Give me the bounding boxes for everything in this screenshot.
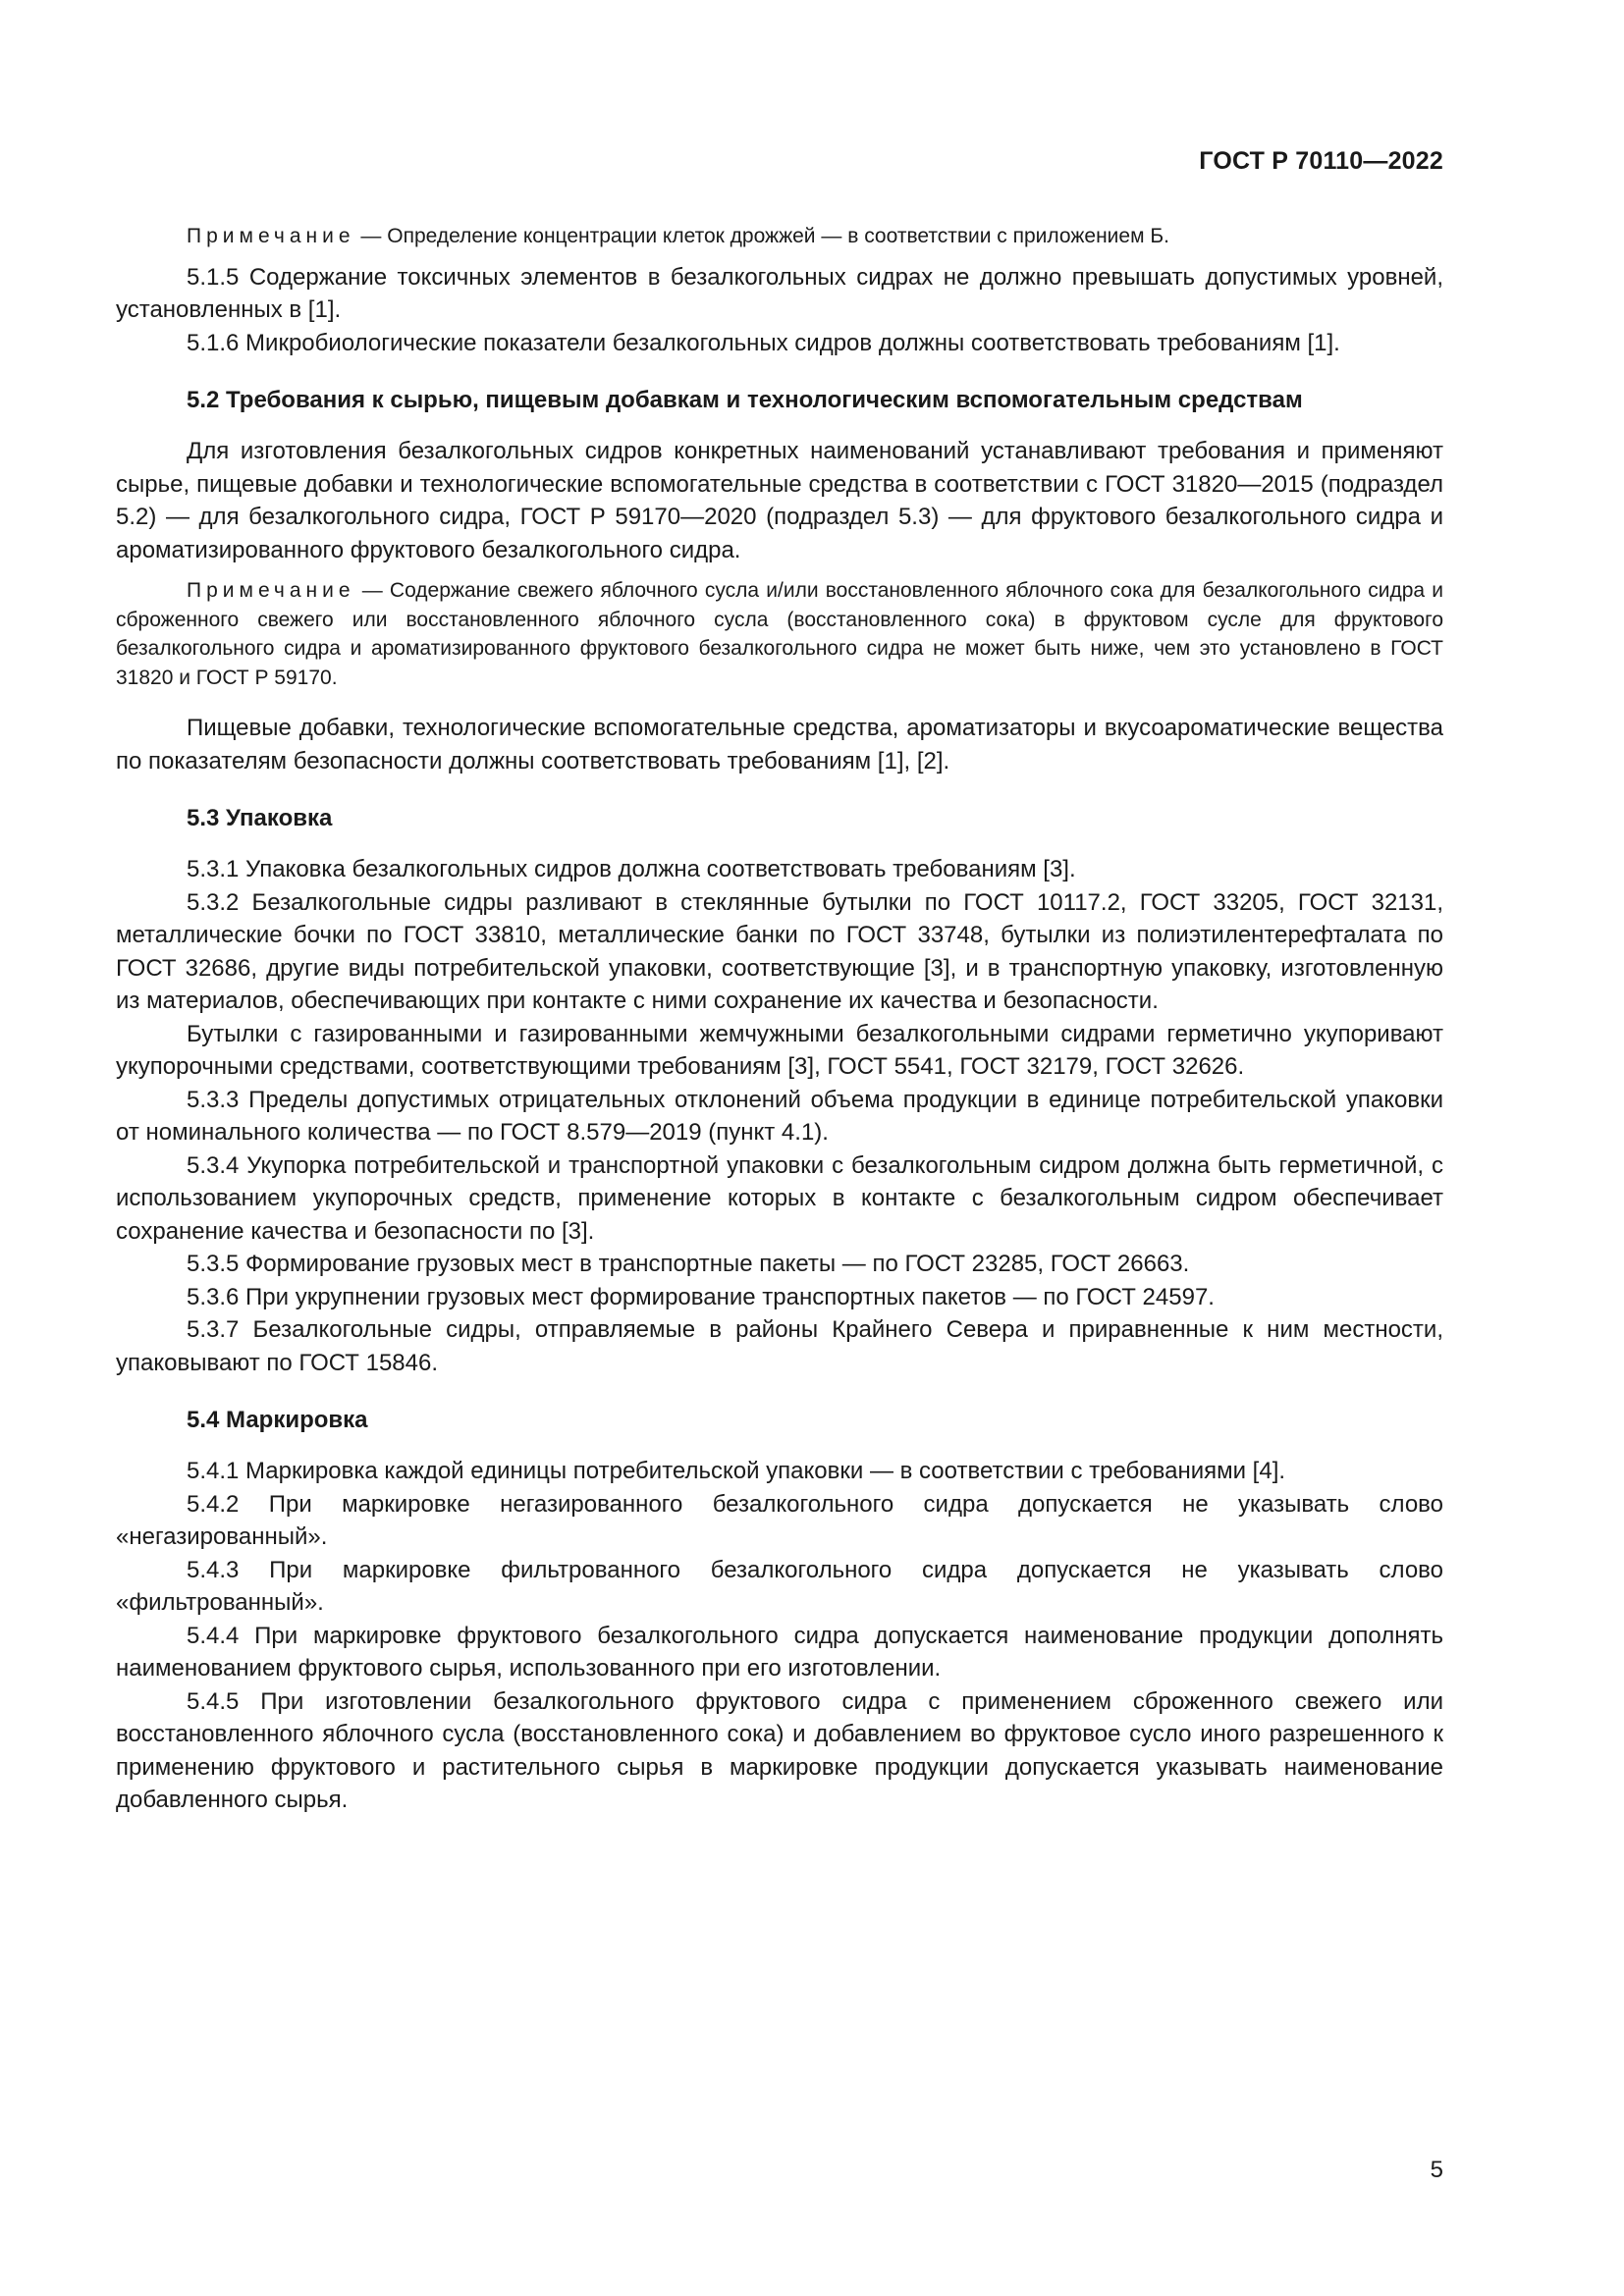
document-id-header: ГОСТ Р 70110—2022 (1199, 147, 1443, 175)
paragraph-5-2-requirements: Для изготовления безалкогольных сидров конкретных наименований устанавливают требования и применяют сырье, пищевые добавки и технологические вспомогательные средства в соответствии с ГОСТ 31820—2015 (подраздел 5.2) — для безалкогольного сидра, ГОСТ Р 59170—2020 (подраздел 5.3) — для фруктового безалкогольного сидра и ароматизированного фруктового безалкогольного сидра. (116, 438, 1443, 563)
note-juice-content (116, 576, 1443, 692)
note-text: — Определение концентрации клеток дрожжей — в соответствии с приложением Б. (354, 225, 1169, 247)
paragraph-5-1-6: 5.1.6 Микробиологические показатели безалкогольных сидров должны соответствовать требованиям [1]. (187, 329, 1340, 356)
paragraph-5-3-7: 5.3.7 Безалкогольные сидры, отправляемые в районы Крайнего Севера и приравненные к ним местности, упаковывают по ГОСТ 15846. (116, 1316, 1443, 1376)
paragraph-5-3-2: 5.3.2 Безалкогольные сидры разливают в стеклянные бутылки по ГОСТ 10117.2, ГОСТ 33205, ГОСТ 32131, металлические бочки по ГОСТ 33810, металлические банки по ГОСТ 33748, бутылки из полиэтилентерефталата по ГОСТ 32686, другие виды потребительской упаковки, соответствующие [3], и в транспортную упаковку, изготовленную из материалов, обеспечивающих при контакте с ними сохранение их качества и безопасности. (116, 888, 1443, 1014)
note-text: — Содержание свежего яблочного сусла и/или восстановленного яблочного сока для безалкогольного сидра и сброженного свежего или восстановленного яблочного сусла (восстановленного сока) в фруктовом сусле для фруктового безалкогольного сидра и ароматизированного фруктового безалкогольного сидра не может быть ниже, чем это установлено в ГОСТ 31820 и ГОСТ Р 59170. (116, 579, 1443, 689)
paragraph-5-1-5: 5.1.5 Содержание токсичных элементов в безалкогольных сидрах не должно превышать допустимых уровней, установленных в [1]. (116, 263, 1443, 323)
paragraph-5-3-4: 5.3.4 Укупорка потребительской и транспортной упаковки с безалкогольным сидром должна быть герметичной, с использованием укупорочных средств, применение которых в контакте с безалкогольным сидром обеспечивает сохранение качества и безопасности по [3]. (116, 1151, 1443, 1245)
section-heading-5-2: 5.2 Требования к сырью, пищевым добавкам и технологическим вспомогательным средствам (187, 387, 1303, 413)
note-label: Примечание (187, 225, 355, 247)
note-label: Примечание (187, 579, 355, 602)
paragraph-5-4-4: 5.4.4 При маркировке фруктового безалкогольного сидра допускается наименование продукции дополнять наименованием фруктового сырья, использованного при его изготовлении. (116, 1622, 1443, 1682)
paragraph-5-4-3: 5.4.3 При маркировке фильтрованного безалкогольного сидра допускается не указывать слово «фильтрованный». (116, 1556, 1443, 1616)
paragraph-5-4-2: 5.4.2 При маркировке негазированного безалкогольного сидра допускается не указывать слово «негазированный». (116, 1490, 1443, 1550)
paragraph-5-4-1: 5.4.1 Маркировка каждой единицы потребительской упаковки — в соответствии с требованиями [4]. (187, 1458, 1286, 1484)
page-number: 5 (1430, 2157, 1443, 2183)
paragraph-5-3-5: 5.3.5 Формирование грузовых мест в транспортные пакеты — по ГОСТ 23285, ГОСТ 26663. (187, 1251, 1190, 1277)
paragraph-5-4-5: 5.4.5 При изготовлении безалкогольного фруктового сидра с применением сброженного свежего или восстановленного яблочного сусла (восстановленного сока) и добавлением во фруктовое сусло иного разрешенного к применению фруктового и растительного сырья в маркировке продукции допускается указывать наименование добавленного сырья. (116, 1687, 1443, 1813)
paragraph-5-2-additives: Пищевые добавки, технологические вспомогательные средства, ароматизаторы и вкусоароматические вещества по показателям безопасности должны соответствовать требованиям [1], [2]. (116, 715, 1443, 774)
section-heading-5-4: 5.4 Маркировка (187, 1407, 368, 1433)
document-body (116, 222, 1443, 1817)
paragraph-5-3-3: 5.3.3 Пределы допустимых отрицательных отклонений объема продукции в единице потребительской упаковки от номинального количества — по ГОСТ 8.579—2019 (пункт 4.1). (116, 1086, 1443, 1146)
section-heading-5-3: 5.3 Упаковка (187, 805, 333, 831)
paragraph-5-3-1: 5.3.1 Упаковка безалкогольных сидров должна соответствовать требованиям [3]. (187, 856, 1076, 882)
note-yeast (116, 222, 1443, 251)
paragraph-5-3-2-bottles: Бутылки с газированными и газированными жемчужными безалкогольными сидрами герметично укупоривают укупорочными средствами, соответствующими требованиям [3], ГОСТ 5541, ГОСТ 32179, ГОСТ 32626. (116, 1020, 1443, 1080)
paragraph-5-3-6: 5.3.6 При укрупнении грузовых мест формирование транспортных пакетов — по ГОСТ 24597. (187, 1283, 1215, 1310)
